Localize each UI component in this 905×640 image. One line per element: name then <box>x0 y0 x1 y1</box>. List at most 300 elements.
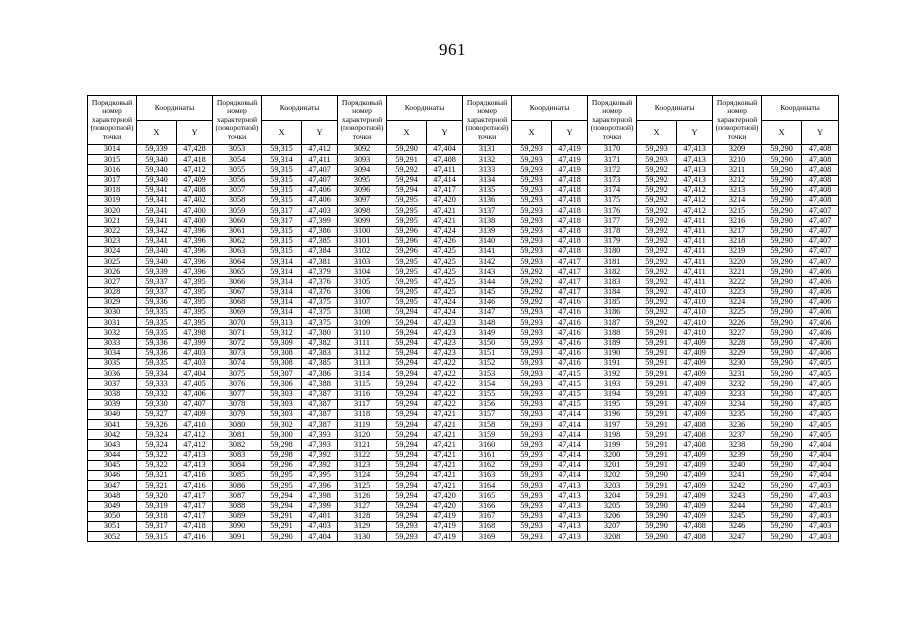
y-cell: 47,387 <box>302 420 338 430</box>
x-cell: 59,294 <box>387 389 427 399</box>
x-cell: 59,293 <box>512 175 552 185</box>
table-row <box>88 399 839 409</box>
y-cell: 47,425 <box>427 287 463 297</box>
x-cell: 59,290 <box>762 216 802 226</box>
y-cell: 47,414 <box>552 440 588 450</box>
y-cell: 47,420 <box>427 491 463 501</box>
x-cell: 59,294 <box>387 440 427 450</box>
y-cell: 47,419 <box>427 521 463 531</box>
point-number-cell: 3111 <box>338 338 387 348</box>
x-cell: 59,337 <box>137 277 177 287</box>
x-cell: 59,340 <box>137 175 177 185</box>
point-number-cell: 3137 <box>463 206 512 216</box>
y-cell: 47,426 <box>427 236 463 246</box>
y-cell: 47,416 <box>552 328 588 338</box>
point-number-cell: 3226 <box>713 318 762 328</box>
y-cell: 47,407 <box>802 226 839 236</box>
y-cell: 47,418 <box>552 246 588 256</box>
x-cell: 59,292 <box>637 216 677 226</box>
x-cell: 59,314 <box>262 257 302 267</box>
y-cell: 47,400 <box>177 206 213 216</box>
y-cell: 47,413 <box>677 165 713 175</box>
x-cell: 59,295 <box>387 297 427 307</box>
point-number-cell: 3087 <box>213 491 262 501</box>
x-cell: 59,341 <box>137 236 177 246</box>
point-number-cell: 3139 <box>463 226 512 236</box>
y-cell: 47,405 <box>802 379 839 389</box>
x-cell: 59,290 <box>762 348 802 358</box>
x-cell: 59,295 <box>387 267 427 277</box>
point-number-cell: 3058 <box>213 195 262 205</box>
point-number-cell: 3163 <box>463 471 512 481</box>
point-number-cell: 3166 <box>463 501 512 511</box>
y-cell: 47,419 <box>427 511 463 521</box>
table-row <box>88 369 839 379</box>
x-cell: 59,293 <box>512 399 552 409</box>
x-cell: 59,295 <box>387 216 427 226</box>
y-cell: 47,408 <box>677 532 713 542</box>
x-cell: 59,293 <box>512 328 552 338</box>
x-cell: 59,335 <box>137 308 177 318</box>
point-number-cell: 3212 <box>713 175 762 185</box>
x-cell: 59,298 <box>262 450 302 460</box>
point-number-cell: 3240 <box>713 460 762 470</box>
x-cell: 59,318 <box>137 511 177 521</box>
table-row <box>88 216 839 226</box>
table-row <box>88 379 839 389</box>
point-number-cell: 3229 <box>713 348 762 358</box>
y-cell: 47,409 <box>677 409 713 419</box>
point-number-cell: 3055 <box>213 165 262 175</box>
y-cell: 47,411 <box>302 155 338 165</box>
y-cell: 47,406 <box>802 338 839 348</box>
point-number-cell: 3141 <box>463 246 512 256</box>
x-cell: 59,293 <box>512 236 552 246</box>
point-number-cell: 3234 <box>713 399 762 409</box>
x-cell: 59,315 <box>262 226 302 236</box>
y-cell: 47,409 <box>177 409 213 419</box>
point-number-cell: 3232 <box>713 379 762 389</box>
x-cell: 59,293 <box>387 521 427 531</box>
point-number-cell: 3190 <box>588 348 637 358</box>
point-number-cell: 3127 <box>338 501 387 511</box>
y-cell: 47,416 <box>552 348 588 358</box>
point-number-cell: 3221 <box>713 267 762 277</box>
x-cell: 59,292 <box>637 318 677 328</box>
x-cell: 59,309 <box>262 338 302 348</box>
x-header: X <box>262 120 302 145</box>
x-cell: 59,294 <box>387 369 427 379</box>
y-cell: 47,411 <box>677 236 713 246</box>
point-number-cell: 3126 <box>338 491 387 501</box>
point-number-cell: 3181 <box>588 257 637 267</box>
y-cell: 47,395 <box>177 287 213 297</box>
point-number-cell: 3227 <box>713 328 762 338</box>
y-cell: 47,415 <box>552 399 588 409</box>
x-cell: 59,290 <box>762 165 802 175</box>
y-cell: 47,411 <box>677 257 713 267</box>
y-cell: 47,418 <box>177 155 213 165</box>
x-cell: 59,314 <box>262 287 302 297</box>
point-number-cell: 3187 <box>588 318 637 328</box>
y-cell: 47,408 <box>177 185 213 195</box>
y-cell: 47,398 <box>177 328 213 338</box>
point-number-cell: 3026 <box>88 267 137 277</box>
x-cell: 59,315 <box>262 236 302 246</box>
y-cell: 47,422 <box>427 389 463 399</box>
y-cell: 47,396 <box>177 246 213 256</box>
x-cell: 59,336 <box>137 348 177 358</box>
y-cell: 47,410 <box>677 308 713 318</box>
point-number-cell: 3231 <box>713 369 762 379</box>
point-number-cell: 3165 <box>463 491 512 501</box>
x-cell: 59,336 <box>137 297 177 307</box>
x-cell: 59,290 <box>762 440 802 450</box>
table-row <box>88 318 839 328</box>
y-cell: 47,415 <box>552 369 588 379</box>
x-cell: 59,342 <box>137 226 177 236</box>
point-number-cell: 3037 <box>88 379 137 389</box>
y-cell: 47,421 <box>427 420 463 430</box>
y-header: Y <box>802 120 839 145</box>
point-number-cell: 3109 <box>338 318 387 328</box>
y-cell: 47,417 <box>552 287 588 297</box>
x-cell: 59,294 <box>387 430 427 440</box>
y-cell: 47,413 <box>552 511 588 521</box>
point-number-cell: 3158 <box>463 420 512 430</box>
y-cell: 47,408 <box>677 420 713 430</box>
point-number-cell: 3099 <box>338 216 387 226</box>
table-row <box>88 287 839 297</box>
table-row <box>88 185 839 195</box>
point-number-cell: 3203 <box>588 481 637 491</box>
point-number-cell: 3093 <box>338 155 387 165</box>
x-cell: 59,326 <box>137 420 177 430</box>
x-cell: 59,290 <box>762 521 802 531</box>
point-number-cell: 3076 <box>213 379 262 389</box>
x-cell: 59,290 <box>762 246 802 256</box>
y-cell: 47,396 <box>177 257 213 267</box>
x-cell: 59,294 <box>387 399 427 409</box>
point-number-cell: 3218 <box>713 236 762 246</box>
x-cell: 59,292 <box>512 297 552 307</box>
x-cell: 59,290 <box>762 501 802 511</box>
point-number-cell: 3061 <box>213 226 262 236</box>
table-row <box>88 165 839 175</box>
y-cell: 47,418 <box>552 175 588 185</box>
y-cell: 47,422 <box>427 369 463 379</box>
x-cell: 59,294 <box>387 308 427 318</box>
point-number-cell: 3014 <box>88 145 137 155</box>
point-number-cell: 3164 <box>463 481 512 491</box>
x-cell: 59,294 <box>387 379 427 389</box>
point-number-cell: 3062 <box>213 236 262 246</box>
point-number-header: Порядковый номер характерной (поворотной) точки <box>88 96 137 145</box>
x-cell: 59,290 <box>762 532 802 542</box>
point-number-cell: 3185 <box>588 297 637 307</box>
x-cell: 59,294 <box>387 185 427 195</box>
table-header <box>88 96 839 145</box>
point-number-cell: 3059 <box>213 206 262 216</box>
table-row <box>88 195 839 205</box>
point-number-cell: 3088 <box>213 501 262 511</box>
y-cell: 47,405 <box>802 420 839 430</box>
y-cell: 47,395 <box>177 297 213 307</box>
point-number-cell: 3194 <box>588 389 637 399</box>
point-number-header: Порядковый номер характерной (поворотной) точки <box>463 96 512 145</box>
x-cell: 59,295 <box>387 277 427 287</box>
y-cell: 47,413 <box>677 155 713 165</box>
table-row <box>88 338 839 348</box>
point-number-cell: 3182 <box>588 267 637 277</box>
y-cell: 47,414 <box>552 430 588 440</box>
x-cell: 59,290 <box>762 481 802 491</box>
x-cell: 59,293 <box>512 532 552 542</box>
table-row <box>88 308 839 318</box>
y-cell: 47,396 <box>177 236 213 246</box>
point-number-cell: 3142 <box>463 257 512 267</box>
table-row <box>88 430 839 440</box>
x-cell: 59,291 <box>637 328 677 338</box>
y-cell: 47,406 <box>302 185 338 195</box>
point-number-cell: 3042 <box>88 430 137 440</box>
point-number-cell: 3051 <box>88 521 137 531</box>
y-cell: 47,406 <box>802 318 839 328</box>
x-cell: 59,327 <box>137 409 177 419</box>
y-cell: 47,405 <box>802 399 839 409</box>
point-number-cell: 3020 <box>88 206 137 216</box>
x-cell: 59,293 <box>512 511 552 521</box>
x-cell: 59,292 <box>637 277 677 287</box>
y-cell: 47,424 <box>427 297 463 307</box>
y-cell: 47,416 <box>177 481 213 491</box>
x-cell: 59,294 <box>387 348 427 358</box>
point-number-cell: 3075 <box>213 369 262 379</box>
x-cell: 59,292 <box>512 267 552 277</box>
x-cell: 59,290 <box>762 328 802 338</box>
point-number-cell: 3090 <box>213 521 262 531</box>
y-cell: 47,406 <box>802 297 839 307</box>
x-cell: 59,290 <box>762 379 802 389</box>
y-cell: 47,393 <box>302 440 338 450</box>
point-number-cell: 3123 <box>338 460 387 470</box>
x-header: X <box>637 120 677 145</box>
point-number-cell: 3043 <box>88 440 137 450</box>
table-row <box>88 389 839 399</box>
point-number-cell: 3239 <box>713 450 762 460</box>
point-number-cell: 3199 <box>588 440 637 450</box>
x-cell: 59,319 <box>137 501 177 511</box>
x-cell: 59,340 <box>137 257 177 267</box>
table-row <box>88 532 839 542</box>
x-cell: 59,293 <box>512 155 552 165</box>
x-header: X <box>762 120 802 145</box>
y-cell: 47,411 <box>427 165 463 175</box>
point-number-cell: 3064 <box>213 257 262 267</box>
point-number-cell: 3184 <box>588 287 637 297</box>
point-number-cell: 3144 <box>463 277 512 287</box>
y-cell: 47,416 <box>177 532 213 542</box>
point-number-cell: 3050 <box>88 511 137 521</box>
y-cell: 47,421 <box>427 440 463 450</box>
y-cell: 47,415 <box>552 389 588 399</box>
x-cell: 59,341 <box>137 216 177 226</box>
y-cell: 47,425 <box>427 257 463 267</box>
y-cell: 47,376 <box>302 277 338 287</box>
y-cell: 47,407 <box>302 175 338 185</box>
x-cell: 59,293 <box>512 501 552 511</box>
point-number-cell: 3033 <box>88 338 137 348</box>
point-number-cell: 3035 <box>88 358 137 368</box>
x-cell: 59,293 <box>512 409 552 419</box>
x-cell: 59,293 <box>512 195 552 205</box>
table-row <box>88 358 839 368</box>
x-cell: 59,293 <box>512 145 552 155</box>
x-cell: 59,296 <box>387 226 427 236</box>
x-cell: 59,294 <box>387 450 427 460</box>
point-number-cell: 3172 <box>588 165 637 175</box>
table-row <box>88 297 839 307</box>
y-cell: 47,424 <box>427 226 463 236</box>
y-cell: 47,417 <box>177 511 213 521</box>
point-number-cell: 3063 <box>213 246 262 256</box>
point-number-cell: 3145 <box>463 287 512 297</box>
y-cell: 47,410 <box>677 328 713 338</box>
y-cell: 47,422 <box>427 379 463 389</box>
point-number-cell: 3180 <box>588 246 637 256</box>
y-cell: 47,403 <box>802 491 839 501</box>
point-number-cell: 3201 <box>588 460 637 470</box>
point-number-cell: 3036 <box>88 369 137 379</box>
y-cell: 47,386 <box>302 369 338 379</box>
x-cell: 59,292 <box>387 165 427 175</box>
y-cell: 47,414 <box>552 460 588 470</box>
coordinates-header: Координаты <box>137 96 213 121</box>
y-cell: 47,419 <box>552 165 588 175</box>
y-cell: 47,414 <box>552 420 588 430</box>
x-cell: 59,290 <box>762 450 802 460</box>
y-cell: 47,420 <box>427 195 463 205</box>
x-cell: 59,290 <box>762 287 802 297</box>
point-number-cell: 3017 <box>88 175 137 185</box>
x-cell: 59,340 <box>137 246 177 256</box>
table-row <box>88 450 839 460</box>
point-number-cell: 3198 <box>588 430 637 440</box>
y-cell: 47,396 <box>302 481 338 491</box>
y-cell: 47,403 <box>177 358 213 368</box>
y-cell: 47,406 <box>302 195 338 205</box>
y-cell: 47,423 <box>427 348 463 358</box>
point-number-cell: 3082 <box>213 440 262 450</box>
x-cell: 59,292 <box>637 195 677 205</box>
y-cell: 47,423 <box>427 318 463 328</box>
x-cell: 59,291 <box>387 155 427 165</box>
y-cell: 47,402 <box>177 195 213 205</box>
x-cell: 59,292 <box>637 165 677 175</box>
y-cell: 47,418 <box>552 185 588 195</box>
point-number-cell: 3089 <box>213 511 262 521</box>
y-cell: 47,413 <box>552 521 588 531</box>
y-cell: 47,395 <box>177 277 213 287</box>
table-row <box>88 267 839 277</box>
y-cell: 47,408 <box>427 155 463 165</box>
point-number-cell: 3191 <box>588 358 637 368</box>
x-cell: 59,293 <box>387 532 427 542</box>
x-cell: 59,293 <box>512 491 552 501</box>
x-cell: 59,290 <box>762 460 802 470</box>
point-number-cell: 3030 <box>88 308 137 318</box>
y-cell: 47,407 <box>802 257 839 267</box>
y-cell: 47,417 <box>177 491 213 501</box>
point-number-cell: 3023 <box>88 236 137 246</box>
point-number-cell: 3131 <box>463 145 512 155</box>
y-cell: 47,416 <box>552 338 588 348</box>
x-cell: 59,315 <box>262 165 302 175</box>
y-cell: 47,403 <box>177 348 213 358</box>
point-number-cell: 3177 <box>588 216 637 226</box>
y-cell: 47,404 <box>302 532 338 542</box>
y-cell: 47,408 <box>802 185 839 195</box>
x-cell: 59,334 <box>137 369 177 379</box>
point-number-cell: 3171 <box>588 155 637 165</box>
x-cell: 59,295 <box>387 195 427 205</box>
y-cell: 47,411 <box>677 226 713 236</box>
point-number-cell: 3079 <box>213 409 262 419</box>
x-cell: 59,337 <box>137 287 177 297</box>
point-number-cell: 3135 <box>463 185 512 195</box>
y-cell: 47,395 <box>177 318 213 328</box>
table-row <box>88 511 839 521</box>
y-cell: 47,409 <box>677 511 713 521</box>
point-number-cell: 3146 <box>463 297 512 307</box>
y-cell: 47,416 <box>552 358 588 368</box>
y-cell: 47,425 <box>427 267 463 277</box>
x-cell: 59,290 <box>762 399 802 409</box>
y-cell: 47,425 <box>427 277 463 287</box>
y-cell: 47,414 <box>552 409 588 419</box>
y-cell: 47,379 <box>302 267 338 277</box>
x-cell: 59,290 <box>762 175 802 185</box>
y-cell: 47,399 <box>177 338 213 348</box>
y-cell: 47,416 <box>552 318 588 328</box>
table-row <box>88 206 839 216</box>
y-cell: 47,404 <box>802 440 839 450</box>
point-number-header: Порядковый номер характерной (поворотной) точки <box>213 96 262 145</box>
point-number-cell: 3022 <box>88 226 137 236</box>
y-cell: 47,404 <box>427 145 463 155</box>
x-cell: 59,291 <box>637 481 677 491</box>
y-cell: 47,404 <box>802 450 839 460</box>
point-number-cell: 3189 <box>588 338 637 348</box>
x-cell: 59,293 <box>512 348 552 358</box>
y-cell: 47,417 <box>552 277 588 287</box>
point-number-cell: 3106 <box>338 287 387 297</box>
point-number-cell: 3029 <box>88 297 137 307</box>
y-cell: 47,403 <box>302 521 338 531</box>
coordinates-header: Координаты <box>387 96 463 121</box>
point-number-cell: 3066 <box>213 277 262 287</box>
point-number-cell: 3021 <box>88 216 137 226</box>
point-number-cell: 3134 <box>463 175 512 185</box>
y-cell: 47,421 <box>427 481 463 491</box>
point-number-cell: 3086 <box>213 481 262 491</box>
y-cell: 47,417 <box>552 267 588 277</box>
x-cell: 59,292 <box>637 185 677 195</box>
y-cell: 47,418 <box>552 216 588 226</box>
point-number-cell: 3175 <box>588 195 637 205</box>
point-number-cell: 3202 <box>588 471 637 481</box>
x-cell: 59,290 <box>262 532 302 542</box>
